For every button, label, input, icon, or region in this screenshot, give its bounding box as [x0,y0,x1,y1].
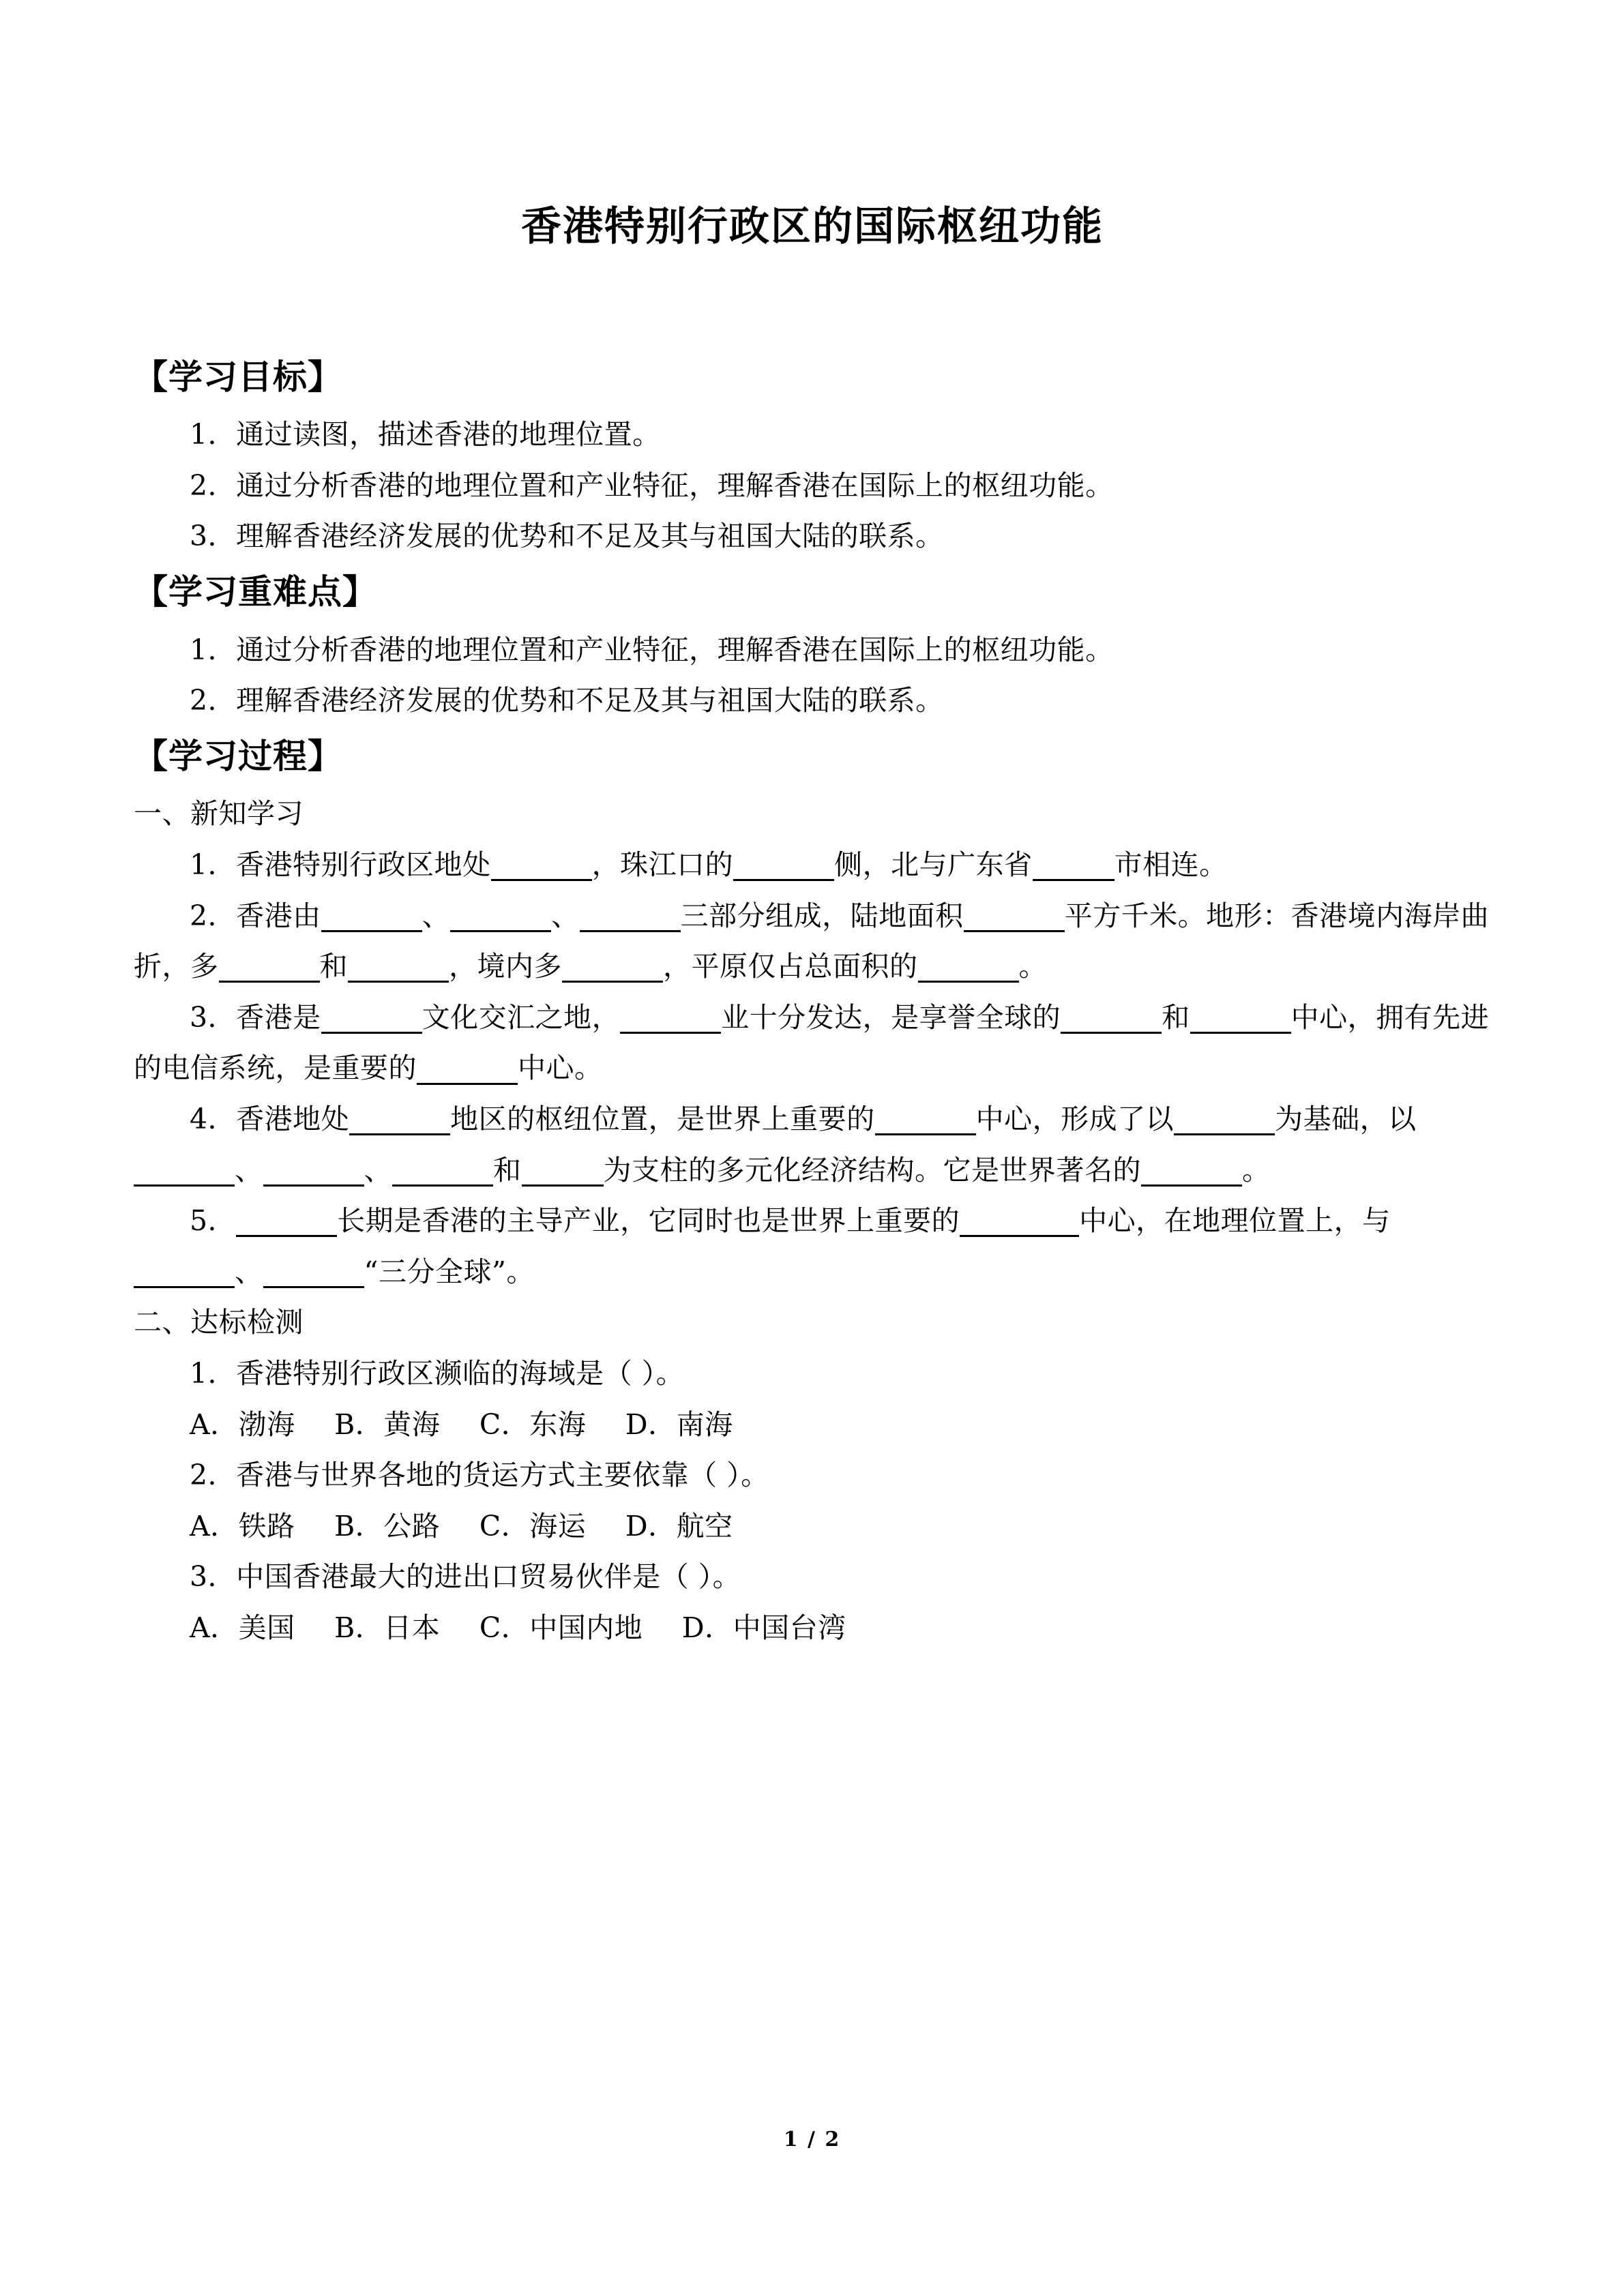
question-text: 长期是香港的主导产业，它同时也是世界上重要的 [337,1204,960,1238]
section-heading-process: 【学习过程】 [134,735,342,776]
choice-option[interactable]: D．南海 [625,1407,733,1441]
subsection-label-assessment: 二、达标检测 [134,1306,304,1339]
question-text: 香港地处 [236,1102,350,1135]
question-text: 和 [1162,1000,1190,1034]
choice-option[interactable]: D．中国台湾 [681,1611,846,1645]
answer-blank[interactable] [263,1155,364,1187]
question-text: 香港是 [236,1000,321,1034]
assessment-block [134,1297,1491,1653]
subsection-label-new-knowledge: 一、新知学习 [134,797,304,831]
answer-blank[interactable] [522,1155,604,1187]
question-text: 、 [235,1153,263,1187]
question-text: “三分全球”。 [364,1255,535,1288]
question-text: 。 [1018,950,1047,983]
question-text: 中心，形成了以 [975,1102,1175,1135]
question-text: 中心，拥有先进的电信系统，是重要的 [134,1000,1490,1085]
choice-options [134,1602,1491,1654]
question-text: 侧，北与广东省 [834,848,1033,881]
question-text: 三部分组成，陆地面积 [680,899,964,932]
question-text: 中心，在地理位置上，与 [1079,1204,1391,1238]
question-text: 香港特别行政区地处 [236,848,491,881]
question-text: 。 [1242,1153,1271,1187]
list-item: 2．通过分析香港的地理位置和产业特征，理解香港在国际上的枢纽功能。 [190,468,1114,502]
answer-blank[interactable] [1033,850,1114,881]
answer-blank[interactable] [134,1257,235,1288]
answer-blank[interactable] [321,901,422,932]
answer-blank[interactable] [263,1257,364,1288]
page-footer: 1 / 2 [783,2128,841,2151]
question-text: 、 [235,1255,263,1288]
question-text: 香港由 [236,899,321,932]
question-text: 和 [493,1153,522,1187]
question-number: 5． [190,1204,237,1238]
answer-blank[interactable] [219,951,320,983]
answer-blank[interactable] [348,951,449,983]
question-text: 、 [364,1153,392,1187]
choice-options [134,1399,1491,1450]
choice-option[interactable]: C．海运 [479,1509,587,1542]
question-number: 2． [190,899,237,932]
choice-question-stem: 1．香港特别行政区濒临的海域是（ ）。 [190,1357,685,1390]
question-text: 地区的枢纽位置，是世界上重要的 [450,1102,875,1135]
section-heading-objectives: 【学习目标】 [134,356,342,397]
answer-blank[interactable] [321,1002,422,1034]
question-text: 文化交汇之地， [422,1000,621,1034]
answer-blank[interactable] [392,1155,493,1187]
question-text: 平方千米。地形：香港境内海岸曲折，多 [134,899,1490,983]
question-text: ，境内多 [449,950,562,983]
choice-option[interactable]: A．铁路 [190,1509,295,1542]
answer-blank[interactable] [134,1155,235,1187]
answer-blank[interactable] [964,901,1065,932]
choice-question-stem: 3．中国香港最大的进出口贸易伙伴是（ ）。 [190,1560,741,1594]
answer-blank[interactable] [349,1104,450,1135]
list-item: 2．理解香港经济发展的优势和不足及其与祖国大陆的联系。 [190,684,944,717]
answer-blank[interactable] [417,1054,518,1085]
answer-blank[interactable] [918,951,1019,983]
page-title: 香港特别行政区的国际枢纽功能 [520,203,1104,250]
choice-option[interactable]: B．公路 [334,1509,441,1542]
list-item: 3．理解香港经济发展的优势和不足及其与祖国大陆的联系。 [190,520,944,553]
question-text: 为支柱的多元化经济结构。它是世界著名的 [603,1153,1141,1187]
choice-option[interactable]: D．航空 [625,1509,733,1542]
answer-blank[interactable] [733,850,834,881]
answer-blank[interactable] [1141,1155,1242,1187]
question-number: 4． [190,1102,237,1135]
fill-question-5 [134,1195,1491,1297]
answer-blank[interactable] [960,1206,1079,1237]
answer-blank[interactable] [1190,1002,1291,1034]
fill-question-4 [134,1094,1491,1195]
key-points-list [134,625,1491,726]
answer-blank[interactable] [875,1104,976,1135]
answer-blank[interactable] [450,901,551,932]
list-item: 1．通过读图，描述香港的地理位置。 [190,418,661,451]
answer-blank[interactable] [491,850,592,881]
section-heading-key-points: 【学习重难点】 [134,571,377,612]
fill-question-2 [134,891,1491,992]
question-text: 中心。 [518,1052,603,1085]
question-text: ，平原仅占总面积的 [663,950,918,983]
answer-blank[interactable] [236,1206,337,1237]
question-text: 为基础，以 [1275,1102,1417,1135]
answer-blank[interactable] [580,901,681,932]
question-number: 3． [190,1000,237,1034]
choice-option[interactable]: C．东海 [479,1407,587,1441]
question-text: 市相连。 [1114,848,1228,881]
page-content [134,0,1491,1654]
list-item: 1．通过分析香港的地理位置和产业特征，理解香港在国际上的枢纽功能。 [190,633,1114,666]
question-text: 、 [551,899,580,932]
answer-blank[interactable] [562,951,663,983]
choice-option[interactable]: B．黄海 [334,1407,441,1441]
fill-question-1 [134,839,1491,891]
answer-blank[interactable] [1174,1104,1275,1135]
choice-options [134,1501,1491,1552]
question-number: 1． [190,848,237,881]
new-knowledge-block [134,788,1491,1297]
choice-option[interactable]: A．美国 [190,1611,295,1645]
objectives-list [134,409,1491,562]
choice-option[interactable]: B．日本 [334,1611,441,1645]
answer-blank[interactable] [1061,1002,1162,1034]
question-text: 和 [319,950,348,983]
fill-question-3 [134,992,1491,1094]
answer-blank[interactable] [620,1002,721,1034]
choice-question-stem: 2．香港与世界各地的货运方式主要依靠（ ）。 [190,1459,769,1492]
question-text: 业十分发达，是享誉全球的 [721,1000,1061,1034]
question-text: 、 [422,899,451,932]
question-text: ，珠江口的 [591,848,734,881]
choice-option[interactable]: C．中国内地 [479,1611,643,1645]
choice-option[interactable]: A．渤海 [190,1407,295,1441]
